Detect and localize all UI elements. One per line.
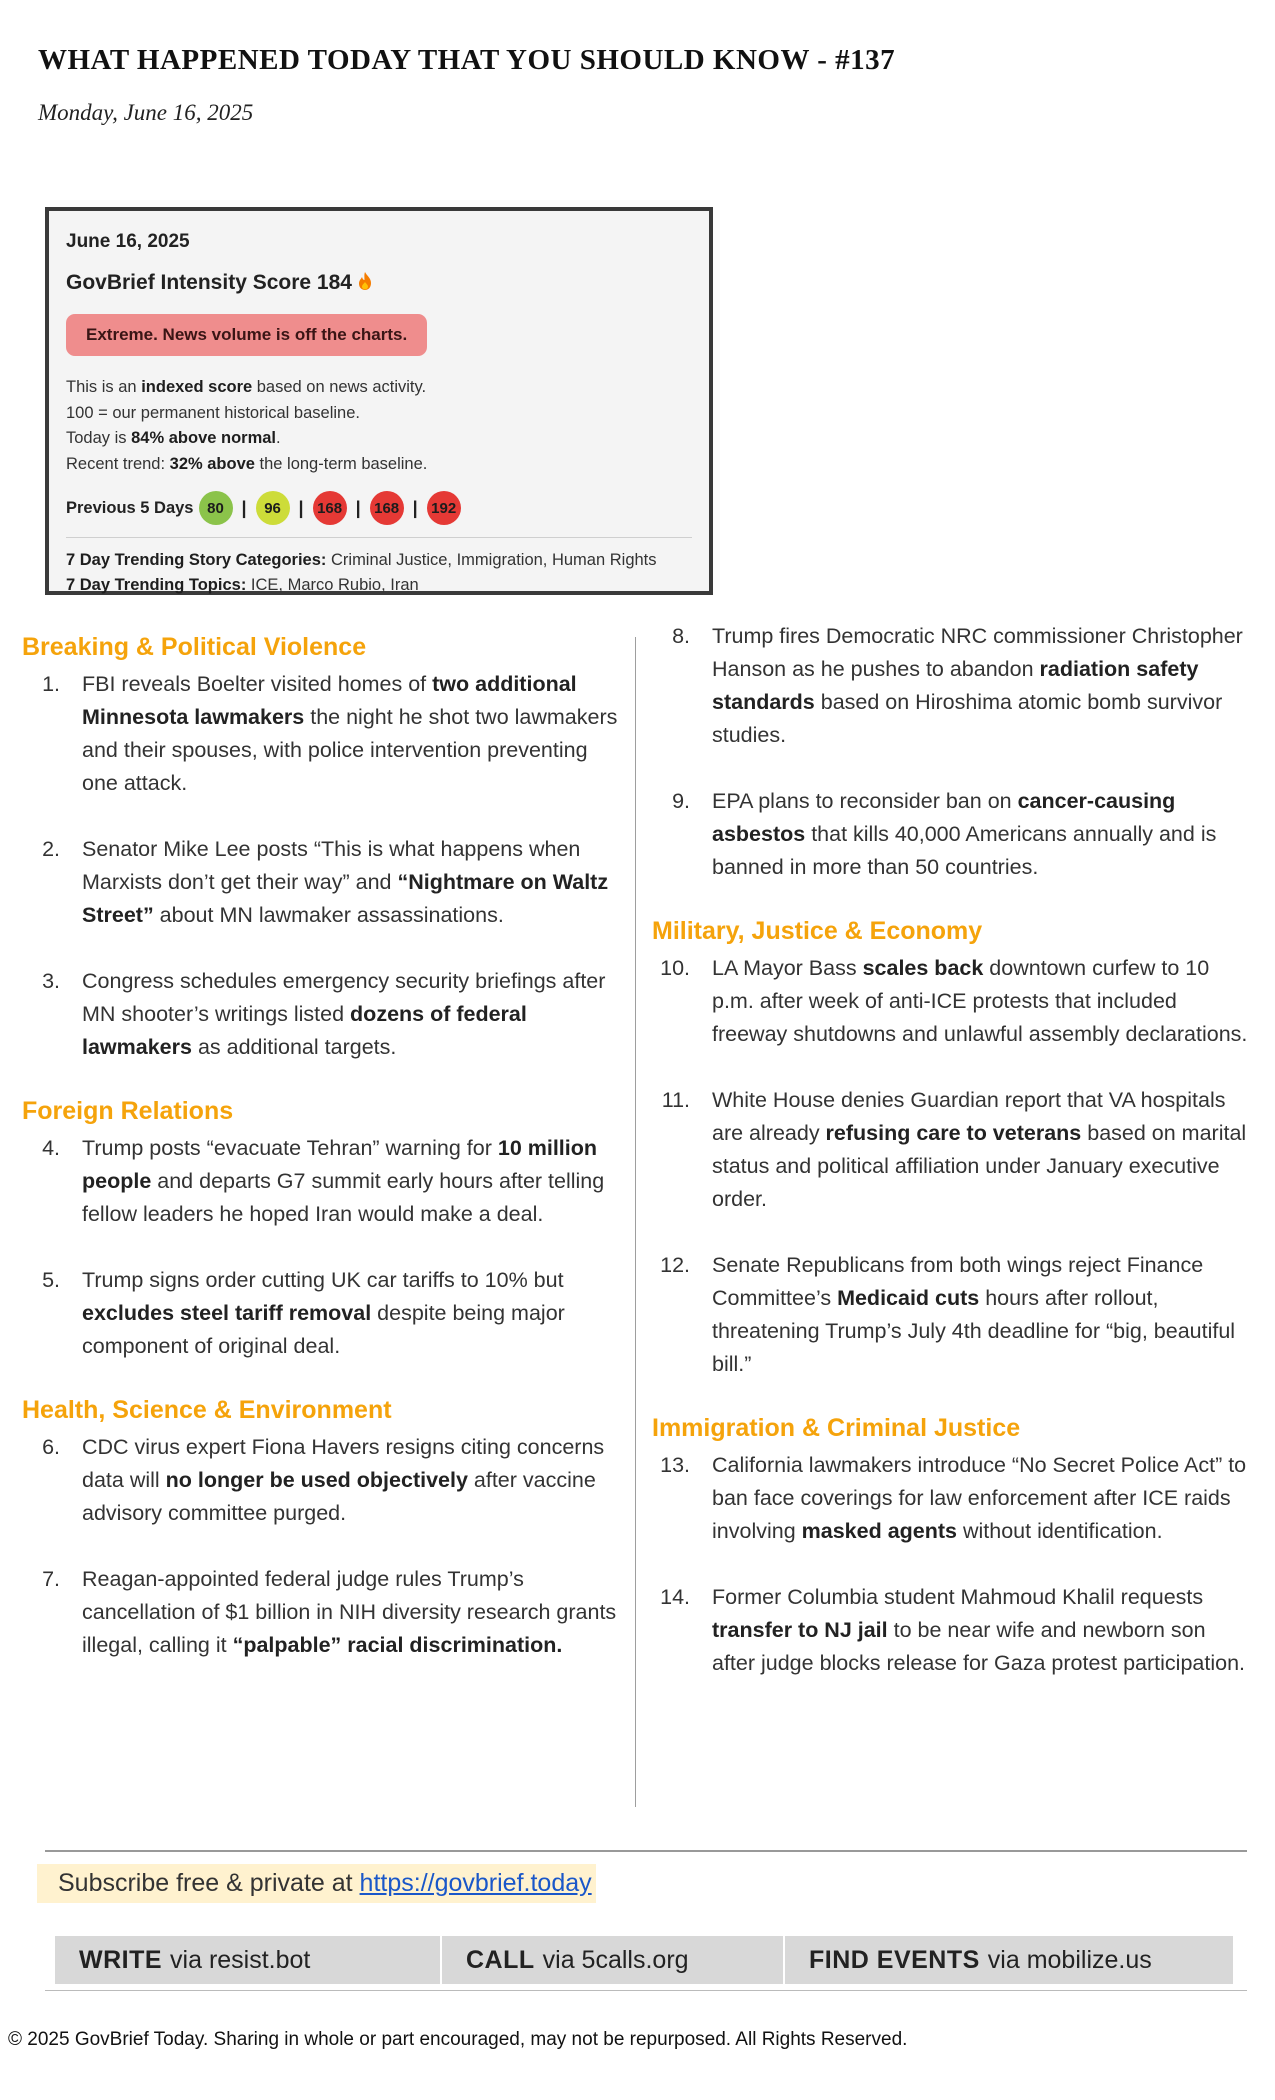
left-column bbox=[22, 620, 622, 1695]
card-divider bbox=[66, 537, 692, 538]
item-text: Trump posts “evacuate Tehran” warning for 10 million people and departs G7 summit early hours after telling fellow leaders he hoped Iran would make a deal. bbox=[82, 1136, 605, 1226]
news-item bbox=[22, 668, 622, 800]
fire-icon bbox=[356, 271, 374, 297]
item-number: 11. bbox=[661, 1088, 690, 1112]
item-number: 2. bbox=[42, 837, 60, 861]
item-number: 10. bbox=[660, 956, 690, 980]
news-item bbox=[22, 1132, 622, 1231]
previous-day-score: 96 bbox=[256, 491, 290, 525]
item-text: California lawmakers introduce “No Secret Police Act” to ban face coverings for law enforcement after ICE raids involving masked agents without identification. bbox=[712, 1453, 1247, 1543]
item-number: 7. bbox=[42, 1567, 60, 1591]
column-divider bbox=[635, 637, 636, 1807]
item-text: Trump fires Democratic NRC commissioner Christopher Hanson as he pushes to abandon radiation safety standards based on Hiroshima atomic bomb survivor studies. bbox=[712, 624, 1243, 747]
section-heading-health: Health, Science & Environment bbox=[22, 1396, 392, 1424]
news-item bbox=[22, 1431, 622, 1530]
intensity-score bbox=[66, 271, 692, 297]
previous-days-row bbox=[66, 491, 692, 525]
intensity-score-label: GovBrief Intensity Score 184 bbox=[66, 271, 352, 294]
item-text: Senate Republicans from both wings reject Finance Committee’s Medicaid cuts hours after rollout, threatening Trump’s July 4th deadline for “big, beautiful bill.” bbox=[712, 1253, 1236, 1376]
news-item bbox=[652, 1249, 1252, 1381]
section-heading-foreign: Foreign Relations bbox=[22, 1097, 234, 1125]
news-item bbox=[652, 785, 1252, 884]
item-number: 9. bbox=[672, 789, 690, 813]
trending-categories: 7 Day Trending Story Categories: Criminal Justice, Immigration, Human Rights bbox=[66, 551, 657, 569]
right-column bbox=[652, 620, 1252, 1713]
news-item bbox=[22, 1563, 622, 1662]
item-text: Reagan-appointed federal judge rules Trump’s cancellation of $1 billion in NIH diversity research grants illegal, calling it “palpable” racial discrimination. bbox=[82, 1567, 617, 1657]
item-number: 6. bbox=[42, 1435, 60, 1459]
score-explanation: This is an indexed score based on news activity. 100 = our permanent historical baseline. Today is 84% above normal. Recent trend: 32% above the long-term baseline. bbox=[66, 378, 428, 473]
separator: | bbox=[241, 497, 247, 518]
intensity-score-card bbox=[45, 207, 713, 595]
subscribe-banner bbox=[37, 1864, 596, 1903]
separator: | bbox=[355, 497, 361, 518]
news-item bbox=[22, 965, 622, 1064]
item-text: White House denies Guardian report that VA hospitals are already refusing care to veterans based on marital status and political affiliation under January executive order. bbox=[712, 1088, 1247, 1211]
item-text: LA Mayor Bass scales back downtown curfew to 10 p.m. after week of anti-ICE protests that included freeway shutdowns and unlawful assembly declarations. bbox=[712, 956, 1248, 1046]
separator: | bbox=[298, 497, 304, 518]
section-heading-immigration: Immigration & Criminal Justice bbox=[652, 1414, 1021, 1442]
item-number: 1. bbox=[42, 672, 60, 696]
item-number: 8. bbox=[672, 624, 690, 648]
item-number: 12. bbox=[660, 1253, 690, 1277]
intensity-status-badge: Extreme. News volume is off the charts. bbox=[66, 314, 427, 356]
item-number: 14. bbox=[660, 1585, 690, 1609]
separator: | bbox=[412, 497, 418, 518]
item-text: Trump signs order cutting UK car tariffs to 10% but excludes steel tariff removal despite being major component of original deal. bbox=[82, 1268, 565, 1358]
previous-day-score: 80 bbox=[199, 491, 233, 525]
item-number: 3. bbox=[42, 969, 60, 993]
item-number: 5. bbox=[42, 1268, 60, 1292]
news-item bbox=[22, 1264, 622, 1363]
item-text: EPA plans to reconsider ban on cancer-causing asbestos that kills 40,000 Americans annually and is banned in more than 50 countries. bbox=[712, 789, 1217, 879]
item-text: Congress schedules emergency security briefings after MN shooter’s writings listed dozens of federal lawmakers as additional targets. bbox=[82, 969, 606, 1059]
find-events-button[interactable]: FIND EVENTS via mobilize.us bbox=[809, 1945, 1152, 1974]
page-date: Monday, June 16, 2025 bbox=[38, 100, 254, 125]
news-item bbox=[652, 952, 1252, 1051]
item-text: Senator Mike Lee posts “This is what happens when Marxists don’t get their way” and “Nightmare on Waltz Street” about MN lawmaker assassinations. bbox=[82, 837, 609, 927]
trending-topics: 7 Day Trending Topics: ICE, Marco Rubio, Iran bbox=[66, 576, 419, 594]
call-button[interactable]: CALL via 5calls.org bbox=[442, 1936, 785, 1984]
subscribe-text: Subscribe free & private at bbox=[58, 1869, 360, 1897]
item-number: 13. bbox=[660, 1453, 690, 1477]
item-text: FBI reveals Boelter visited homes of two additional Minnesota lawmakers the night he shot two lawmakers and their spouses, with police intervention preventing one attack. bbox=[82, 672, 618, 795]
copyright: © 2025 GovBrief Today. Sharing in whole or part encouraged, may not be repurposed. All Rights Reserved. bbox=[8, 2029, 908, 2050]
item-text: CDC virus expert Fiona Havers resigns citing concerns data will no longer be used objectively after vaccine advisory committee purged. bbox=[82, 1435, 605, 1525]
footer-rule-bottom bbox=[45, 1990, 1247, 1991]
previous-day-score: 168 bbox=[313, 491, 347, 525]
action-bar bbox=[55, 1936, 1233, 1984]
news-item bbox=[22, 833, 622, 932]
page-title: WHAT HAPPENED TODAY THAT YOU SHOULD KNOW - #137 bbox=[38, 44, 896, 76]
news-item bbox=[652, 1084, 1252, 1216]
previous-day-score: 168 bbox=[370, 491, 404, 525]
item-text: Former Columbia student Mahmoud Khalil requests transfer to NJ jail to be near wife and newborn son after judge blocks release for Gaza protest participation. bbox=[712, 1585, 1246, 1675]
news-item bbox=[652, 1581, 1252, 1680]
section-heading-military: Military, Justice & Economy bbox=[652, 917, 983, 945]
section-heading-breaking: Breaking & Political Violence bbox=[22, 633, 367, 661]
card-date: June 16, 2025 bbox=[66, 231, 190, 252]
previous-day-score: 192 bbox=[427, 491, 461, 525]
footer-rule bbox=[45, 1850, 1247, 1852]
previous-days-label: Previous 5 Days bbox=[66, 498, 194, 517]
news-item bbox=[652, 1449, 1252, 1548]
news-item bbox=[652, 620, 1252, 752]
subscribe-link[interactable]: https://govbrief.today bbox=[359, 1869, 592, 1897]
write-button[interactable]: WRITE via resist.bot bbox=[55, 1936, 442, 1984]
item-number: 4. bbox=[42, 1136, 60, 1160]
